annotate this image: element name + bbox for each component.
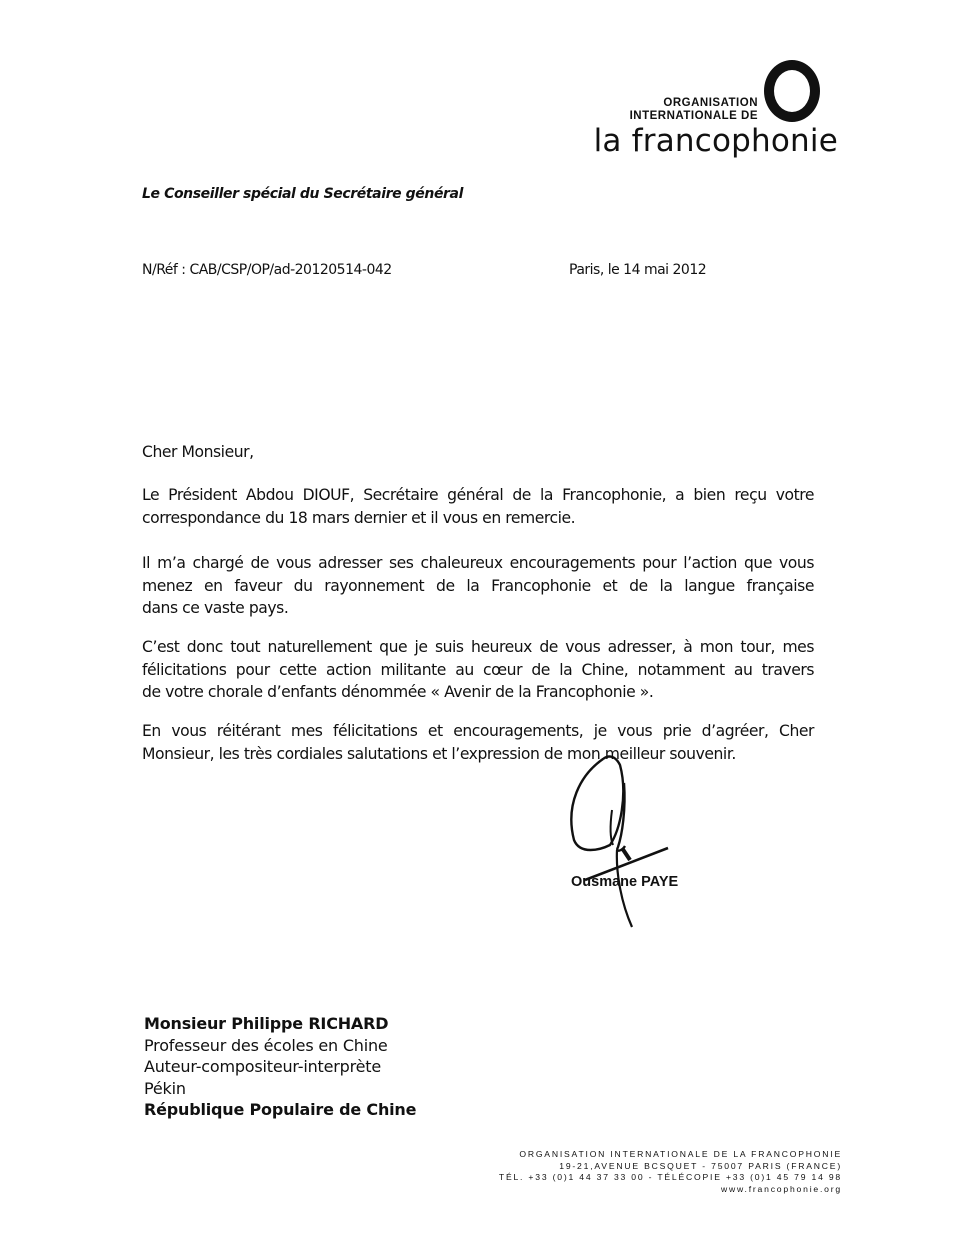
letter-paragraph-4 <box>142 720 814 765</box>
letter-paragraph-1 <box>142 484 814 529</box>
recipient-address <box>144 1013 416 1121</box>
letter-paragraph-2 <box>142 552 814 620</box>
logo-org-text <box>630 97 758 123</box>
footer-website: www.francophonie.org <box>720 1183 842 1194</box>
recipient-name: Monsieur Philippe RICHARD <box>144 1014 389 1033</box>
paragraph-last-line: correspondance du 18 mars dernier et il vous en remercie. <box>142 508 576 527</box>
logo-org-name: la francophonie <box>593 123 838 159</box>
footer-org: ORGANISATION INTERNATIONALE DE LA FRANCOPHONIE <box>519 1149 842 1159</box>
signatory-name: Ousmane PAYE <box>571 874 679 890</box>
recipient-city: Pékin <box>144 1078 186 1098</box>
letter-paragraph-3 <box>142 636 814 704</box>
paragraph-text: En vous réitérant mes félicitations et encouragements, je vous prie d’agréer, Cher <box>142 722 814 740</box>
recipient-title: Professeur des écoles en Chine <box>144 1035 388 1055</box>
paragraph-last-line: dans ce vaste pays. <box>142 599 289 617</box>
footer-address: 19-21,AVENUE BCSQUET - 75007 PARIS (FRANCE) <box>559 1160 842 1171</box>
paragraph-text: Il m’a chargé de vous adresser ses chaleureux encouragements pour l’action que vous menez en faveur du rayonnement de la Francophonie et de la langue française <box>142 554 814 595</box>
reference-number: N/Réf : CAB/CSP/OP/ad-20120514-042 <box>142 262 392 278</box>
paragraph-text: C’est donc tout naturellement que je suis heureux de vous adresser, à mon tour, mes félicitations pour cette action militante au cœur de la Chine, notamment au travers <box>142 638 814 679</box>
paragraph-text: Le Président Abdou DIOUF, Secrétaire général de la Francophonie, a bien reçu votre <box>142 486 814 504</box>
handwritten-signature <box>560 750 680 940</box>
salutation: Cher Monsieur, <box>142 443 254 461</box>
recipient-country: République Populaire de Chine <box>144 1100 417 1119</box>
paragraph-last-line: Monsieur, les très cordiales salutations et l’expression de mon meilleur souvenir. <box>142 744 736 763</box>
letter-footer <box>499 1149 842 1195</box>
recipient-occupation: Auteur-compositeur-interprète <box>144 1057 381 1076</box>
paragraph-last-line: de votre chorale d’enfants dénommée « Avenir de la Francophonie ». <box>142 683 654 701</box>
footer-phone: TÉL. +33 (0)1 44 37 33 00 - TÉLÉCOPIE +33 (0)1 45 79 14 98 <box>498 1172 842 1182</box>
place-date: Paris, le 14 mai 2012 <box>569 262 707 278</box>
francophonie-ring-logo <box>764 60 820 122</box>
logo-org-line1: ORGANISATION <box>663 97 758 109</box>
logo-org-line2: INTERNATIONALE DE <box>629 110 758 122</box>
sender-title: Le Conseiller spécial du Secrétaire général <box>142 186 463 202</box>
